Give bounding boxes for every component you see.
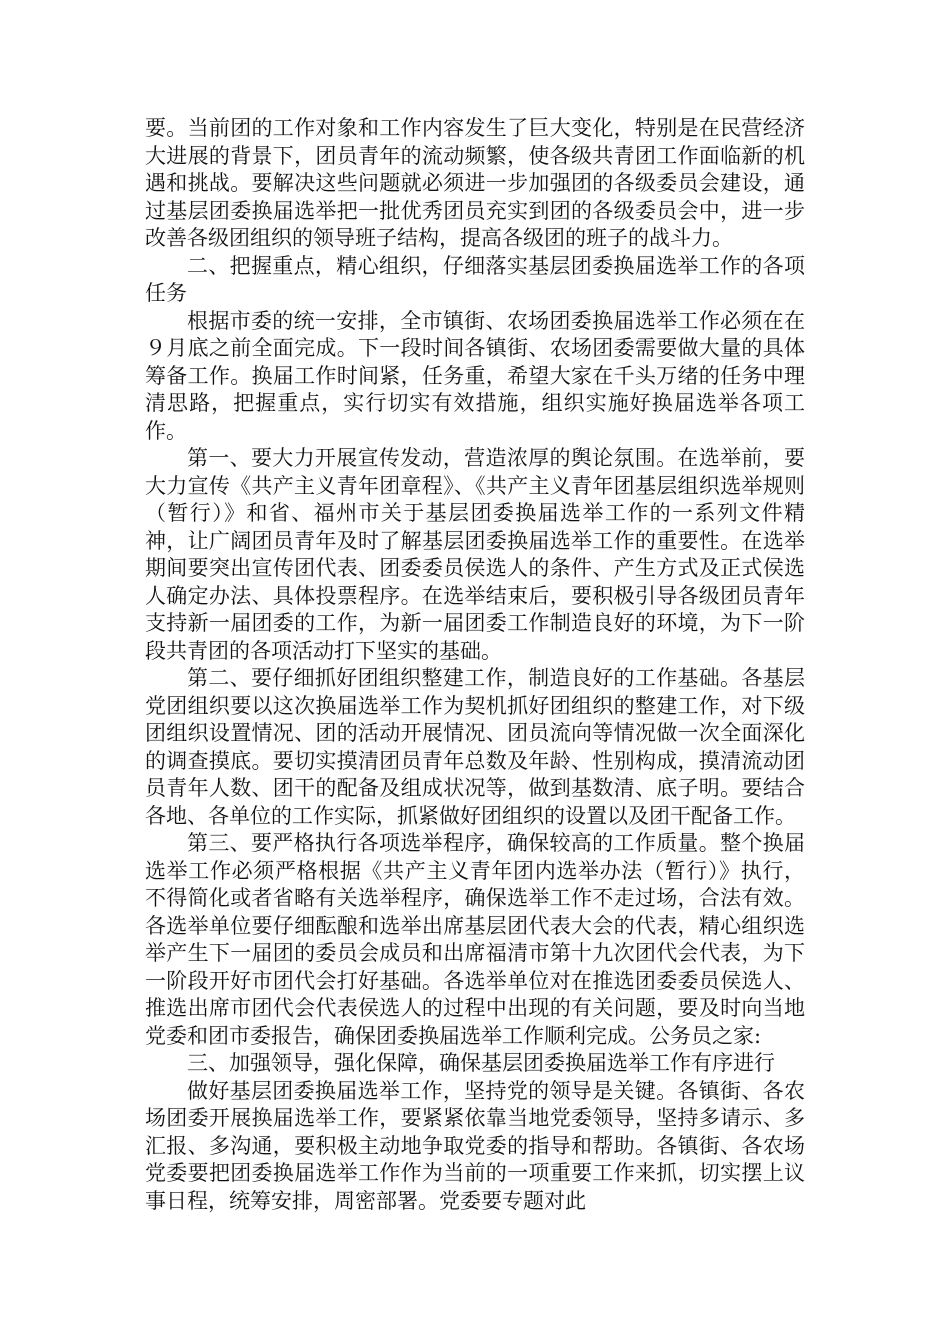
paragraph-point-three: 第三、要严格执行各项选举程序，确保较高的工作质量。整个换届选举工作必须严格根据《共产主义青年团内选举办法（暂行）》执行，不得简化或者省略有关选举程序，确保选举工作不走过场，合法有效。各选举单位要仔细酝酿和选举出席基层团代表大会的代表，精心组织选举产生下一届团的委员会成员和出席福清市第十九次团代会代表，为下一阶段开好市团代会打好基础。各选举单位对在推选团委委员侯选人、推选出席市团代会代表侯选人的过程中出现的有关问题，要及时向当地党委和团市委报告，确保团委换届选举工作顺利完成。公务员之家: [145,831,805,1048]
paragraph-continuation: 要。当前团的工作对象和工作内容发生了巨大变化，特别是在民营经济大进展的背景下，团员青年的流动频繁，使各级共青团工作面临新的机遇和挑战。要解决这些问题就必须进一步加强团的各级委员会建设，通过基层团委换届选举把一批优秀团员充实到团的各级委员会中，进一步改善各级团组织的领导班子结构，提高各级团的班子的战斗力。 [145,116,805,250]
section-heading-two: 二、把握重点，精心组织，仔细落实基层团委换届选举工作的各项任务 [145,253,805,305]
document-body [145,115,805,1215]
section-heading-three: 三、加强领导，强化保障，确保基层团委换届选举工作有序进行 [187,1051,775,1075]
paragraph-point-one: 第一、要大力开展宣传发动，营造浓厚的舆论氛围。在选举前，要大力宣传《共产主义青年团章程》、《共产主义青年团基层组织选举规则（暂行）》和省、福州市关于基层团委换届选举工作的一系列文件精神，让广阔团员青年及时了解基层团委换届选举工作的重要性。在选举期间要突出宣传团代表、团委委员侯选人的条件、产生方式及正式侯选人确定办法、具体投票程序。在选举结束后，要积极引导各级团员青年支持新一届团委的工作，为新一届团委工作制造良好的环境，为下一阶段共青团的各项活动打下坚实的基础。 [145,446,805,663]
paragraph: 做好基层团委换届选举工作，坚持党的领导是关键。各镇街、各农场团委开展换届选举工作，要紧紧依靠当地党委领导，坚持多请示、多汇报、多沟通，要积极主动地争取党委的指导和帮助。各镇街、各农场党委要把团委换届选举工作作为当前的一项重要工作来抓，切实摆上议事日程，统筹安排，周密部署。党委要专题对此 [145,1078,805,1213]
paragraph-point-two: 第二、要仔细抓好团组织整建工作，制造良好的工作基础。各基层党团组织要以这次换届选举工作为契机抓好团组织的整建工作，对下级团组织设置情况、团的活动开展情况、团员流向等情况做一次全面深化的调查摸底。要切实摸清团员青年总数及年龄、性别构成，摸清流动团员青年人数、团干的配备及组成状况等，做到基数清、底子明。要结合各地、各单位的工作实际，抓紧做好团组织的设置以及团干配备工作。 [145,666,805,828]
paragraph: 根据市委的统一安排，全市镇街、农场团委换届选举工作必须在在９月底之前全面完成。下一段时间各镇街、农场团委需要做大量的具体筹备工作。换届工作时间紧，任务重，希望大家在千头万绪的任务中理清思路，把握重点，实行切实有效措施，组织实施好换届选举各项工作。 [145,308,805,443]
